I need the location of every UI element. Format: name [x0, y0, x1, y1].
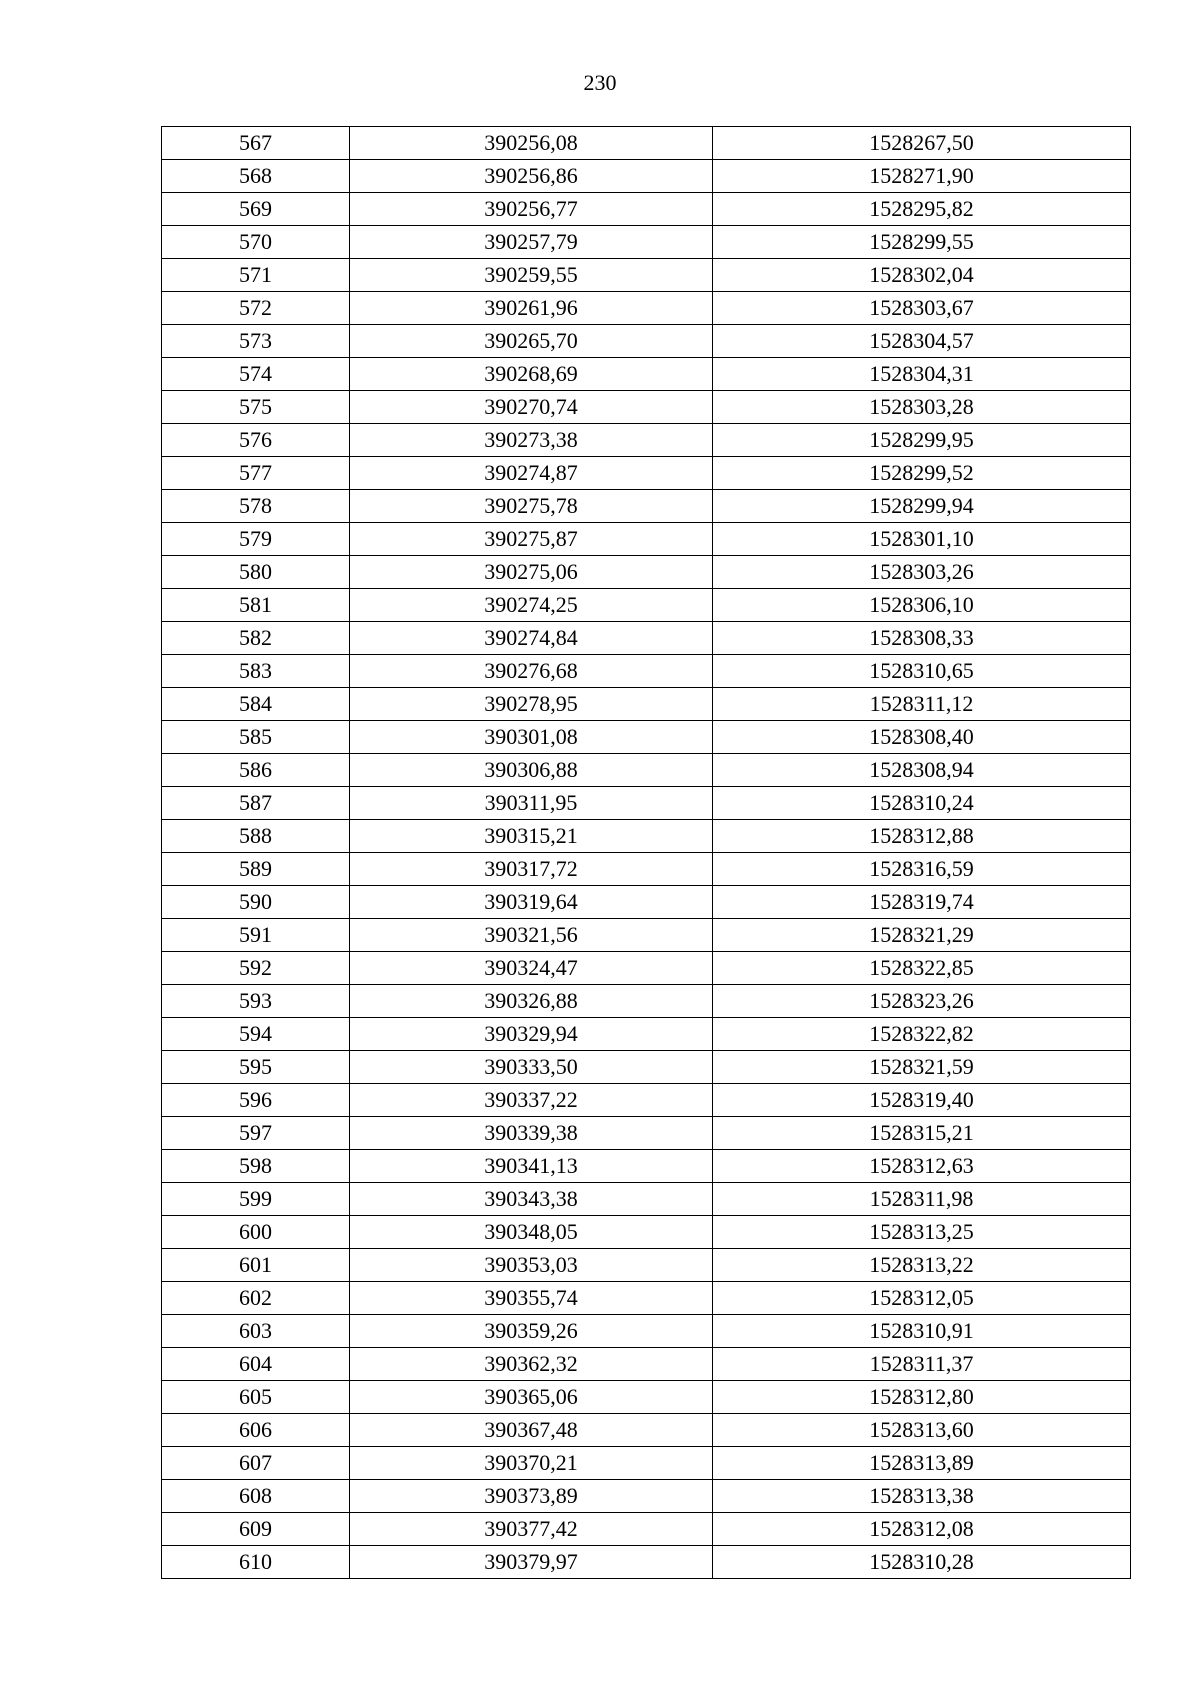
table-row: [162, 1315, 1131, 1348]
point-number-cell: 574: [162, 358, 350, 391]
y-coordinate-cell: 1528303,67: [713, 292, 1131, 325]
y-coordinate-cell: 1528311,98: [713, 1183, 1131, 1216]
x-coordinate-cell: 390348,05: [350, 1216, 713, 1249]
table-row: [162, 1414, 1131, 1447]
page-number: 230: [583, 70, 617, 95]
table-row: [162, 688, 1131, 721]
point-number-cell: 576: [162, 424, 350, 457]
y-coordinate-cell: 1528299,52: [713, 457, 1131, 490]
table-row: [162, 589, 1131, 622]
x-coordinate-cell: 390306,88: [350, 754, 713, 787]
point-number-cell: 591: [162, 919, 350, 952]
point-number-cell: 579: [162, 523, 350, 556]
table-row: [162, 325, 1131, 358]
y-coordinate-cell: 1528299,95: [713, 424, 1131, 457]
y-coordinate-cell: 1528313,22: [713, 1249, 1131, 1282]
table-row: [162, 1513, 1131, 1546]
point-number-cell: 569: [162, 193, 350, 226]
table-row: [162, 1546, 1131, 1579]
table-row: [162, 490, 1131, 523]
table-row: [162, 1480, 1131, 1513]
table-row: [162, 1084, 1131, 1117]
table-row: [162, 952, 1131, 985]
y-coordinate-cell: 1528304,31: [713, 358, 1131, 391]
x-coordinate-cell: 390321,56: [350, 919, 713, 952]
point-number-cell: 590: [162, 886, 350, 919]
point-number-cell: 602: [162, 1282, 350, 1315]
table-row: [162, 1348, 1131, 1381]
x-coordinate-cell: 390315,21: [350, 820, 713, 853]
y-coordinate-cell: 1528306,10: [713, 589, 1131, 622]
y-coordinate-cell: 1528310,24: [713, 787, 1131, 820]
coordinates-table-body: [162, 127, 1131, 1579]
point-number-cell: 584: [162, 688, 350, 721]
table-row: [162, 1150, 1131, 1183]
y-coordinate-cell: 1528271,90: [713, 160, 1131, 193]
x-coordinate-cell: 390326,88: [350, 985, 713, 1018]
table-row: [162, 853, 1131, 886]
x-coordinate-cell: 390329,94: [350, 1018, 713, 1051]
point-number-cell: 603: [162, 1315, 350, 1348]
point-number-cell: 598: [162, 1150, 350, 1183]
x-coordinate-cell: 390275,06: [350, 556, 713, 589]
x-coordinate-cell: 390362,32: [350, 1348, 713, 1381]
y-coordinate-cell: 1528312,88: [713, 820, 1131, 853]
x-coordinate-cell: 390301,08: [350, 721, 713, 754]
y-coordinate-cell: 1528312,80: [713, 1381, 1131, 1414]
point-number-cell: 599: [162, 1183, 350, 1216]
y-coordinate-cell: 1528308,94: [713, 754, 1131, 787]
table-row: [162, 358, 1131, 391]
point-number-cell: 596: [162, 1084, 350, 1117]
point-number-cell: 592: [162, 952, 350, 985]
table-row: [162, 985, 1131, 1018]
table-row: [162, 721, 1131, 754]
x-coordinate-cell: 390317,72: [350, 853, 713, 886]
point-number-cell: 593: [162, 985, 350, 1018]
y-coordinate-cell: 1528311,37: [713, 1348, 1131, 1381]
x-coordinate-cell: 390311,95: [350, 787, 713, 820]
x-coordinate-cell: 390256,86: [350, 160, 713, 193]
point-number-cell: 610: [162, 1546, 350, 1579]
y-coordinate-cell: 1528323,26: [713, 985, 1131, 1018]
x-coordinate-cell: 390370,21: [350, 1447, 713, 1480]
y-coordinate-cell: 1528303,28: [713, 391, 1131, 424]
table-row: [162, 787, 1131, 820]
y-coordinate-cell: 1528310,28: [713, 1546, 1131, 1579]
point-number-cell: 572: [162, 292, 350, 325]
y-coordinate-cell: 1528322,82: [713, 1018, 1131, 1051]
x-coordinate-cell: 390339,38: [350, 1117, 713, 1150]
point-number-cell: 606: [162, 1414, 350, 1447]
table-row: [162, 292, 1131, 325]
table-row: [162, 622, 1131, 655]
table-row: [162, 556, 1131, 589]
x-coordinate-cell: 390367,48: [350, 1414, 713, 1447]
y-coordinate-cell: 1528313,38: [713, 1480, 1131, 1513]
table-row: [162, 457, 1131, 490]
y-coordinate-cell: 1528312,08: [713, 1513, 1131, 1546]
point-number-cell: 597: [162, 1117, 350, 1150]
point-number-cell: 600: [162, 1216, 350, 1249]
point-number-cell: 583: [162, 655, 350, 688]
y-coordinate-cell: 1528322,85: [713, 952, 1131, 985]
table-row: [162, 193, 1131, 226]
y-coordinate-cell: 1528299,94: [713, 490, 1131, 523]
point-number-cell: 568: [162, 160, 350, 193]
table-row: [162, 820, 1131, 853]
point-number-cell: 587: [162, 787, 350, 820]
x-coordinate-cell: 390268,69: [350, 358, 713, 391]
point-number-cell: 605: [162, 1381, 350, 1414]
table-row: [162, 226, 1131, 259]
x-coordinate-cell: 390365,06: [350, 1381, 713, 1414]
y-coordinate-cell: 1528308,33: [713, 622, 1131, 655]
table-row: [162, 259, 1131, 292]
y-coordinate-cell: 1528319,74: [713, 886, 1131, 919]
table-row: [162, 655, 1131, 688]
x-coordinate-cell: 390377,42: [350, 1513, 713, 1546]
y-coordinate-cell: 1528295,82: [713, 193, 1131, 226]
table-row: [162, 127, 1131, 160]
point-number-cell: 580: [162, 556, 350, 589]
point-number-cell: 594: [162, 1018, 350, 1051]
x-coordinate-cell: 390278,95: [350, 688, 713, 721]
y-coordinate-cell: 1528303,26: [713, 556, 1131, 589]
point-number-cell: 588: [162, 820, 350, 853]
x-coordinate-cell: 390379,97: [350, 1546, 713, 1579]
y-coordinate-cell: 1528299,55: [713, 226, 1131, 259]
x-coordinate-cell: 390337,22: [350, 1084, 713, 1117]
table-row: [162, 523, 1131, 556]
x-coordinate-cell: 390373,89: [350, 1480, 713, 1513]
x-coordinate-cell: 390274,84: [350, 622, 713, 655]
point-number-cell: 585: [162, 721, 350, 754]
x-coordinate-cell: 390341,13: [350, 1150, 713, 1183]
x-coordinate-cell: 390257,79: [350, 226, 713, 259]
table-row: [162, 1447, 1131, 1480]
table-row: [162, 1282, 1131, 1315]
y-coordinate-cell: 1528319,40: [713, 1084, 1131, 1117]
x-coordinate-cell: 390333,50: [350, 1051, 713, 1084]
coordinates-table: [161, 126, 1131, 1579]
y-coordinate-cell: 1528311,12: [713, 688, 1131, 721]
y-coordinate-cell: 1528304,57: [713, 325, 1131, 358]
y-coordinate-cell: 1528315,21: [713, 1117, 1131, 1150]
x-coordinate-cell: 390270,74: [350, 391, 713, 424]
x-coordinate-cell: 390274,25: [350, 589, 713, 622]
point-number-cell: 577: [162, 457, 350, 490]
x-coordinate-cell: 390256,77: [350, 193, 713, 226]
x-coordinate-cell: 390275,78: [350, 490, 713, 523]
table-row: [162, 1381, 1131, 1414]
point-number-cell: 609: [162, 1513, 350, 1546]
table-row: [162, 1018, 1131, 1051]
y-coordinate-cell: 1528316,59: [713, 853, 1131, 886]
point-number-cell: 571: [162, 259, 350, 292]
point-number-cell: 586: [162, 754, 350, 787]
x-coordinate-cell: 390273,38: [350, 424, 713, 457]
point-number-cell: 607: [162, 1447, 350, 1480]
point-number-cell: 595: [162, 1051, 350, 1084]
y-coordinate-cell: 1528312,05: [713, 1282, 1131, 1315]
x-coordinate-cell: 390343,38: [350, 1183, 713, 1216]
y-coordinate-cell: 1528313,60: [713, 1414, 1131, 1447]
table-row: [162, 1249, 1131, 1282]
x-coordinate-cell: 390276,68: [350, 655, 713, 688]
y-coordinate-cell: 1528321,59: [713, 1051, 1131, 1084]
table-row: [162, 160, 1131, 193]
point-number-cell: 575: [162, 391, 350, 424]
x-coordinate-cell: 390259,55: [350, 259, 713, 292]
table-row: [162, 886, 1131, 919]
point-number-cell: 578: [162, 490, 350, 523]
table-row: [162, 754, 1131, 787]
y-coordinate-cell: 1528312,63: [713, 1150, 1131, 1183]
y-coordinate-cell: 1528310,91: [713, 1315, 1131, 1348]
x-coordinate-cell: 390355,74: [350, 1282, 713, 1315]
x-coordinate-cell: 390359,26: [350, 1315, 713, 1348]
y-coordinate-cell: 1528310,65: [713, 655, 1131, 688]
x-coordinate-cell: 390256,08: [350, 127, 713, 160]
table-row: [162, 1183, 1131, 1216]
x-coordinate-cell: 390353,03: [350, 1249, 713, 1282]
x-coordinate-cell: 390324,47: [350, 952, 713, 985]
x-coordinate-cell: 390265,70: [350, 325, 713, 358]
y-coordinate-cell: 1528302,04: [713, 259, 1131, 292]
x-coordinate-cell: 390319,64: [350, 886, 713, 919]
point-number-cell: 573: [162, 325, 350, 358]
table-row: [162, 919, 1131, 952]
y-coordinate-cell: 1528308,40: [713, 721, 1131, 754]
y-coordinate-cell: 1528301,10: [713, 523, 1131, 556]
y-coordinate-cell: 1528313,25: [713, 1216, 1131, 1249]
point-number-cell: 608: [162, 1480, 350, 1513]
point-number-cell: 589: [162, 853, 350, 886]
point-number-cell: 582: [162, 622, 350, 655]
point-number-cell: 567: [162, 127, 350, 160]
point-number-cell: 601: [162, 1249, 350, 1282]
table-row: [162, 1051, 1131, 1084]
x-coordinate-cell: 390274,87: [350, 457, 713, 490]
y-coordinate-cell: 1528321,29: [713, 919, 1131, 952]
point-number-cell: 604: [162, 1348, 350, 1381]
point-number-cell: 581: [162, 589, 350, 622]
y-coordinate-cell: 1528267,50: [713, 127, 1131, 160]
table-row: [162, 424, 1131, 457]
point-number-cell: 570: [162, 226, 350, 259]
y-coordinate-cell: 1528313,89: [713, 1447, 1131, 1480]
x-coordinate-cell: 390275,87: [350, 523, 713, 556]
table-row: [162, 1216, 1131, 1249]
table-row: [162, 391, 1131, 424]
table-row: [162, 1117, 1131, 1150]
x-coordinate-cell: 390261,96: [350, 292, 713, 325]
